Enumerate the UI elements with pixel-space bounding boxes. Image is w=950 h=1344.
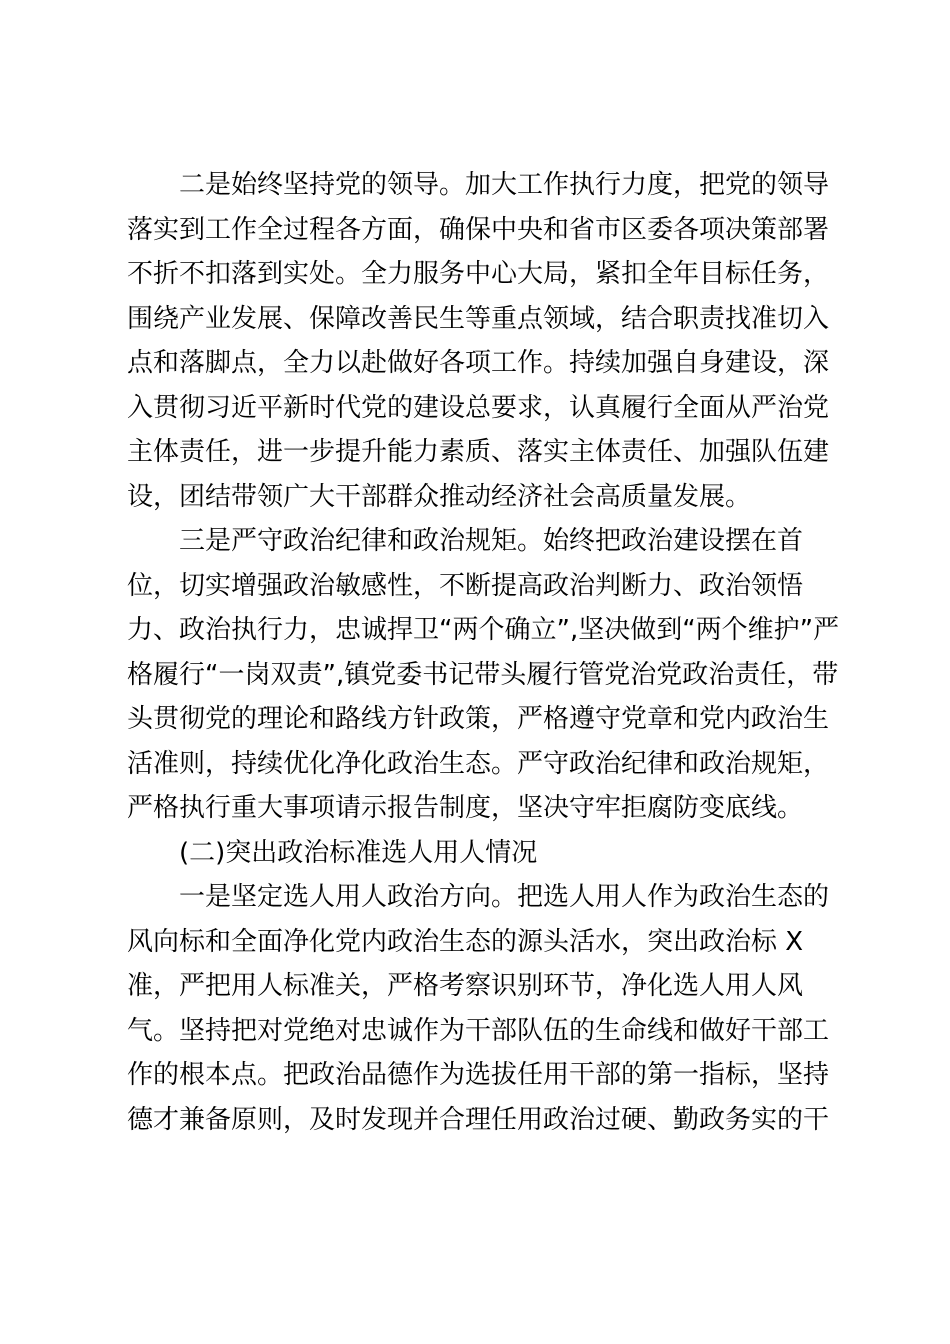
heading-line: (二)突出政治标准选人用人情况: [179, 837, 538, 868]
text-line: 主体责任，进一步提升能力素质、落实主体责任、加强队伍建: [127, 437, 830, 467]
section-heading: [127, 831, 827, 876]
text-line: 围绕产业发展、保障改善民生等重点领域，结合职责找准切入: [127, 303, 830, 334]
document-body: [127, 163, 840, 1142]
text-line: 格履行“一岗双责”,镇党委书记带头履行管党治党政治责任，带: [127, 659, 839, 690]
text-line: 入贯彻习近平新时代党的建设总要求，认真履行全面从严治党: [127, 392, 830, 423]
text-line: 活准则，持续优化净化政治生态。严守政治纪律和政治规矩，: [127, 748, 830, 779]
text-line: 作的根本点。把政治品德作为选拔任用干部的第一指标，坚持: [127, 1060, 830, 1090]
text-line: 位，切实增强政治敏感性，不断提高政治判断力、政治领悟: [127, 570, 804, 601]
text-line: 力、政治执行力，忠诚捍卫“两个确立”,坚决做到“两个维护”严: [127, 615, 840, 645]
text-line: 点和落脚点，全力以赴做好各项工作。持续加强自身建设，深: [127, 348, 830, 378]
text-line: 头贯彻党的理论和路线方针政策，严格遵守党章和党内政治生: [127, 704, 830, 734]
text-line: 落实到工作全过程各方面，确保中央和省市区委各项决策部署: [127, 214, 830, 245]
text-line: 设，团结带领广大干部群众推动经济社会高质量发展。: [127, 481, 752, 512]
text-line: 一是坚定选人用人政治方向。把选人用人作为政治生态的: [179, 882, 830, 912]
text-line: 不折不扣落到实处。全力服务中心大局，紧扣全年目标任务，: [127, 259, 830, 289]
text-line: 气。坚持把对党绝对忠诚作为干部队伍的生命线和做好干部工: [127, 1015, 830, 1046]
paragraph-party-leadership: [127, 163, 830, 519]
text-line: 德才兼备原则，及时发现并合理任用政治过硬、勤政务实的干: [127, 1104, 830, 1135]
text-line: 风向标和全面净化党内政治生态的源头活水，突出政治标 X: [127, 926, 804, 957]
text-line: 二是始终坚持党的领导。加大工作执行力度，把党的领导: [179, 170, 830, 200]
text-line: 准，严把用人标准关，严格考察识别环节，净化选人用人风: [127, 971, 804, 1001]
paragraph-selection-direction: [127, 875, 830, 1142]
text-line: 严格执行重大事项请示报告制度，坚决守牢拒腐防变底线。: [127, 793, 804, 823]
paragraph-political-discipline: [127, 519, 840, 831]
text-line: 三是严守政治纪律和政治规矩。始终把政治建设摆在首: [179, 526, 804, 556]
